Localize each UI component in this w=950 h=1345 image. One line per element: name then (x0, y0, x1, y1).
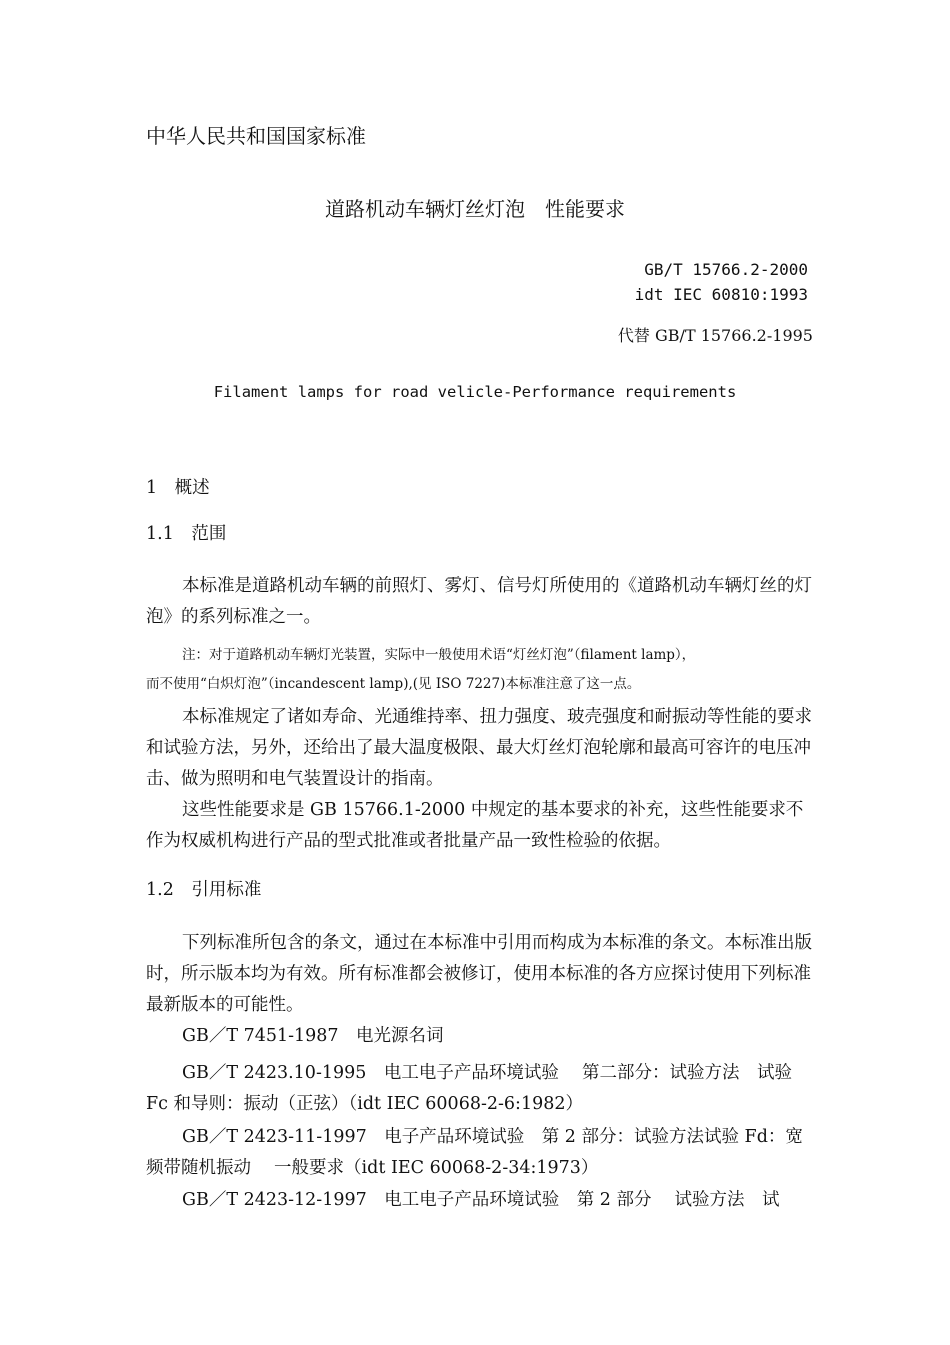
reference-item: GB／T 2423.10-1995 电工电子产品环境试验 第二部分：试验方法 试验 Fc 和导则：振动（正弦）（idt IEC 60068-2-6:1982） (146, 1063, 792, 1114)
scope-note-line-2: 而不使用“白炽灯泡”（incandescent lamp),(见 ISO 7227)本标准注意了这一点。 (146, 676, 641, 692)
scope-note (146, 641, 816, 699)
section-1-heading: 1 概述 (146, 478, 210, 498)
standard-number: GB/T 15766.2-2000 (644, 260, 808, 279)
issuing-organization: 中华人民共和国国家标准 (146, 124, 366, 148)
english-title: Filament lamps for road velicle-Performance requirements (213, 383, 737, 401)
reference-item: GB／T 2423-12-1997 电工电子产品环境试验 第 2 部分 试验方法 试 (182, 1190, 780, 1210)
scope-paragraph-1: 本标准是道路机动车辆的前照灯、雾灯、信号灯所使用的《道路机动车辆灯丝的灯泡》的系列标准之一。 (146, 576, 812, 627)
reference-item: GB／T 7451-1987 电光源名词 (182, 1026, 444, 1046)
section-1-1-heading: 1.1 范围 (146, 524, 227, 544)
scope-note-line-1: 注：对于道路机动车辆灯光装置，实际中一般使用术语“灯丝灯泡”（filament lamp）， (182, 647, 696, 663)
references-intro: 下列标准所包含的条文，通过在本标准中引用而构成为本标准的条文。本标准出版时，所示版本均为有效。所有标准都会被修订，使用本标准的各方应探讨使用下列标准最新版本的可能性。 (146, 933, 812, 1015)
section-1-2-heading: 1.2 引用标准 (146, 880, 262, 900)
scope-paragraph-3: 这些性能要求是 GB 15766.1-2000 中规定的基本要求的补充，这些性能要求不作为权威机构进行产品的型式批准或者批量产品一致性检验的依据。 (146, 800, 804, 851)
reference-item: GB／T 2423-11-1997 电子产品环境试验 第 2 部分：试验方法试验 Fd：宽频带随机振动 一般要求（idt IEC 60068-2-34:1973） (146, 1127, 803, 1178)
document-title: 道路机动车辆灯丝灯泡 性能要求 (325, 197, 625, 221)
replaces-standard: 代替 GB/T 15766.2-1995 (617, 326, 813, 345)
scope-paragraph-2: 本标准规定了诸如寿命、光通维持率、扭力强度、玻壳强度和耐振动等性能的要求和试验方法，另外，还给出了最大温度极限、最大灯丝灯泡轮廓和最高可容许的电压冲击、做为照明和电气装置设计的指南。 (146, 707, 812, 789)
identical-standard: idt IEC 60810:1993 (634, 285, 808, 304)
